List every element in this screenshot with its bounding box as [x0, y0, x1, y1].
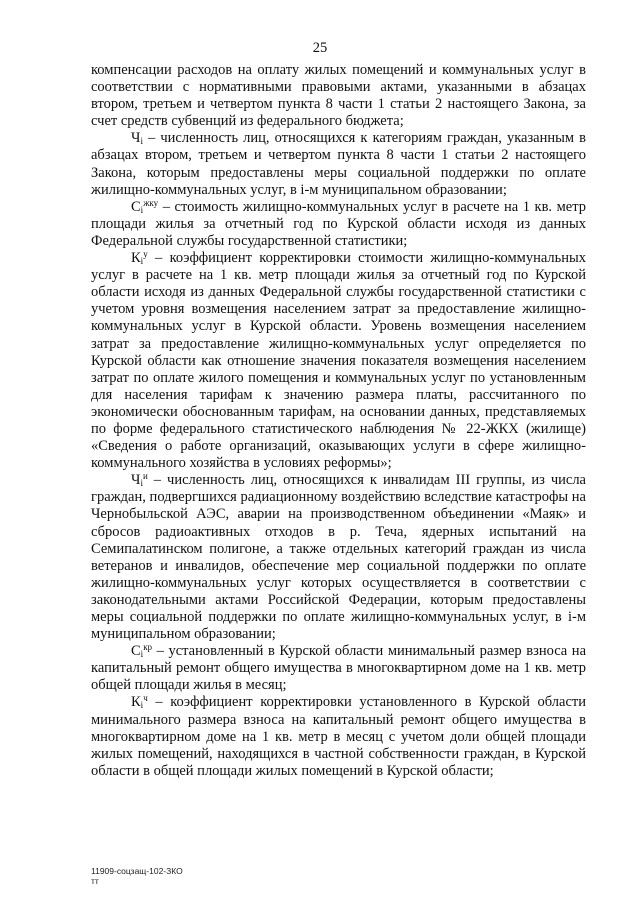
formula-subscript: i: [140, 256, 144, 267]
document-body: [91, 62, 586, 780]
formula-symbol: К: [131, 250, 141, 267]
paragraph-5: [91, 472, 586, 643]
formula-superscript: у: [143, 249, 148, 260]
paragraph-text: – стоимость жилищно-коммунальных услуг в расчете на 1 кв. метр площади жилья за отчетный год по Курской области исходя из данных Федеральной службы государственной статистики;: [91, 198, 586, 249]
formula-subscript: i: [140, 700, 144, 711]
formula-superscript: и: [142, 471, 148, 482]
formula-subscript: i: [140, 478, 143, 489]
formula-symbol: С: [131, 198, 141, 215]
paragraph-text: – численность лиц, относящихся к инвалидам III группы, из числа граждан, подвергшихся радиационному воздействию вследствие катастрофы на Чернобыльской АЭС, аварии на производственном объединении «Маяк» и сбросов радиоактивных отходов в р. Теча, ядерных испытаний на Семипалатинском полигоне, а также отдельных категорий граждан из числа ветеранов и инвалидов, обеспечение мер социальной поддержки по оплате жилищно-коммунальных услуг которых осуществляется в соответствии с законодательными актами Российской Федерации, которым предоставлены меры социальной поддержки по оплате жилищно-коммунальных услуг, в i-м муниципальном образовании;: [91, 472, 586, 643]
formula-superscript: жку: [143, 197, 159, 208]
formula-symbol: Ч: [131, 472, 141, 489]
paragraph-text: – коэффициент корректировки стоимости жилищно-коммунальных услуг в расчете на 1 кв. метр площади жилья за отчетный год по Курской области исходя из данных Федеральной службы государственной статистики с учетом уровня возмещения населением затрат за предоставление жилищно-коммунальных услуг в Курской области. Уровень возмещения населением затрат за предоставление жилищно-коммунальных услуг определяется по Курской области как отношение значения показателя возмещения населением затрат по оплате жилого помещения и коммунальных услуг по установленным для населения тарифам к значению размера платы, рассчитанного по экономически обоснованным тарифам, на основании данных, представляемых по форме федерального статистического наблюдения № 22-ЖКХ (жилище) «Сведения о работе организаций, оказывающих услуги в сфере жилищно-коммунального хозяйства в условиях реформы»;: [91, 250, 586, 472]
paragraph-1: [91, 62, 586, 130]
footer-initials: тт: [91, 876, 99, 886]
paragraph-text: – численность лиц, относящихся к категориям граждан, указанным в абзацах втором, третьем и четвертом пункта 8 части 1 статьи 2 настоящего Закона, которым предоставлены меры социальной поддержки по оплате жилищно-коммунальных услуг, в i-м муниципальном образовании;: [91, 130, 586, 198]
paragraph-6: [91, 643, 586, 694]
formula-symbol: С: [131, 643, 141, 660]
paragraph-text: – коэффициент корректировки установленного в Курской области минимального размера взноса на капитальный ремонт общего имущества в многоквартирном доме на 1 кв. метр в месяц с учетом доли общей площади жилых помещений, находящихся в частной собственности граждан, в Курской области в общей площади жилых помещений в Курской области;: [91, 694, 586, 779]
formula-subscript: i: [140, 649, 144, 660]
paragraph-2: [91, 130, 586, 198]
paragraph-3: [91, 199, 586, 250]
document-footer: [91, 866, 183, 886]
paragraph-4: [91, 250, 586, 472]
formula-symbol: Ч: [131, 130, 141, 147]
formula-superscript: кр: [143, 642, 153, 653]
formula-symbol: К: [131, 694, 141, 711]
formula-subscript: i: [140, 204, 144, 215]
page-number: 25: [312, 40, 328, 56]
paragraph-7: [91, 694, 586, 779]
formula-superscript: ч: [143, 693, 148, 704]
footer-document-code: 11909-соцзащ-102-ЗКО: [91, 866, 183, 876]
paragraph-text: компенсации расходов на оплату жилых помещений и коммунальных услуг в соответствии с нормативными правовыми актами, указанными в абзацах втором, третьем и четвертом пункта 8 части 1 статьи 2 настоящего Закона, за счет средств субвенций из федерального бюджета;: [91, 62, 586, 130]
paragraph-text: – установленный в Курской области минимальный размер взноса на капитальный ремонт общего имущества в многоквартирном доме на 1 кв. метр общей площади жилья в месяц;: [91, 643, 586, 694]
formula-subscript: i: [140, 136, 143, 147]
